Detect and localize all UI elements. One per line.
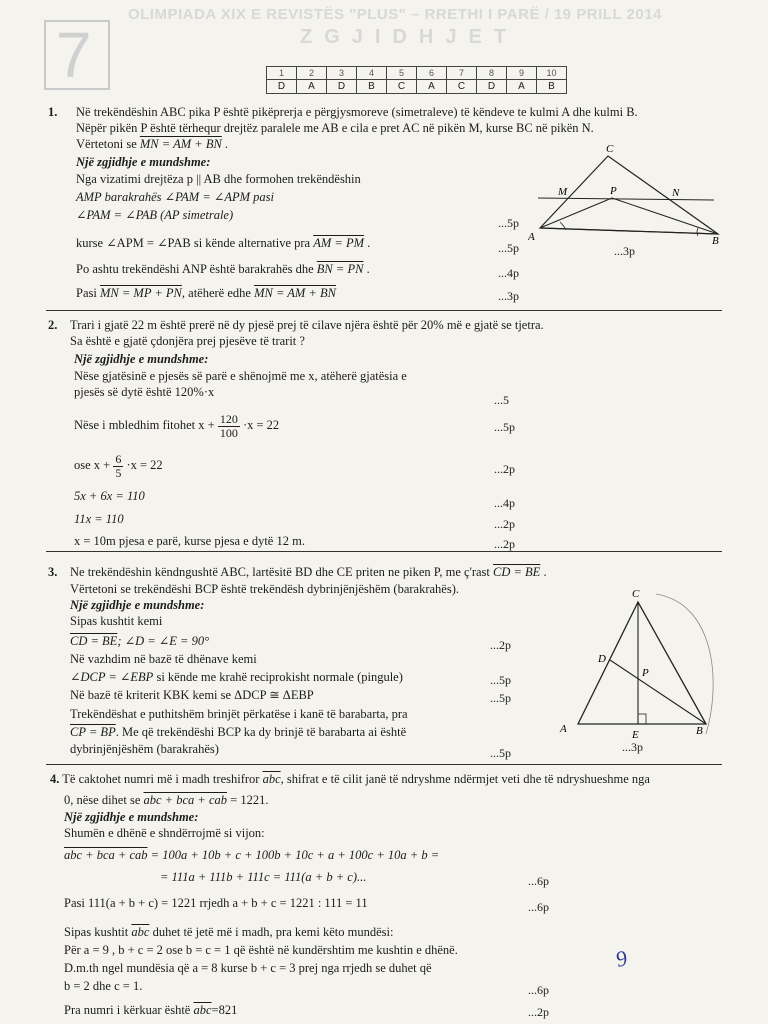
problem-4-step-4: Pasi 111(a + b + c) = 1221 rrjedh a + b + c = 1221 : 111 = 11 [64, 896, 368, 910]
problem-2-points-1: ...5 [494, 393, 509, 407]
triangle-figure-1 [528, 140, 738, 258]
problem-2-line-1: Trari i gjatë 22 m është prerë në dy pjesë prej të cilave njëra është për 20% më e gjatë se tjetra. [70, 318, 544, 332]
problem-3-line-2: Vërtetoni se trekëndëshi BCP është trekëndësh dybrinjënjëshëm (barakrahës). [70, 582, 459, 596]
problem-2-line-2: Sa është e gjatë çdonjëra prej pjesëve të trarit ? [70, 334, 305, 348]
problem-3-step-7: CP = BP. Me që trekëndëshi BCP ka dy brinjë të barabarta ai është [70, 725, 407, 739]
problem-1-line-3: Vërtetoni se MN = AM + BN . [76, 137, 229, 151]
problem-3-step-4: ∠DCP = ∠EBP si kënde me krahë reciprokisht normale (pingule) [70, 670, 403, 684]
problem-1-points-3: ...4p [498, 266, 519, 280]
answer-key-table [266, 66, 567, 94]
answer-key-answer: C [447, 80, 477, 94]
fig3-label-d: D [598, 653, 606, 665]
fig1-label-a: A [528, 231, 535, 243]
answer-key-answer: A [417, 80, 447, 94]
fig1-label-c: C [606, 143, 614, 155]
problem-4-step-8: b = 2 dhe c = 1. [64, 979, 143, 993]
answer-key-answer: D [267, 80, 297, 94]
answer-key-answer: C [387, 80, 417, 94]
problem-1-solution-heading: Një zgjidhje e mundshme: [76, 155, 211, 169]
problem-4-step-1: Shumën e dhënë e shndërrojmë si vijon: [64, 826, 265, 840]
problem-2-step-3: Nëse i mbledhim fitohet x + $\frac{120}{100}$ ·x = 22 [74, 411, 280, 440]
header-subtitle: ZGJIDHJET [300, 26, 519, 48]
problem-4-points-2: ...6p [528, 900, 549, 914]
fig1-label-m: M [558, 186, 568, 198]
answer-key-number: 10 [537, 67, 567, 80]
problem-1-step-5: Po ashtu trekëndëshi ANP është barakrahës dhe BN = PN . [76, 262, 370, 276]
answer-key-answer: D [477, 80, 507, 94]
answer-key-number: 6 [417, 67, 447, 80]
fig3-label-a: A [560, 723, 567, 735]
problem-3-figure-points: ...3p [622, 740, 643, 754]
answer-key-number: 3 [327, 67, 357, 80]
problem-3-step-3: Në vazhdim në bazë të dhënave kemi [70, 652, 257, 666]
problem-3-step-5: Në bazë të kriterit KBK kemi se ΔDCP ≅ ΔEBP [70, 688, 314, 702]
fig3-label-e: E [632, 729, 639, 741]
problem-2-step-5: 5x + 6x = 110 [74, 489, 145, 503]
problem-4-points-3: ...6p [528, 983, 549, 997]
problem-2-step-7: x = 10m pjesa e parë, kurse pjesa e dytë 12 m. [74, 534, 305, 548]
problem-3-points-1: ...2p [490, 638, 511, 652]
problem-2-points-6: ...2p [494, 537, 515, 551]
problem-4-step-7: D.m.th ngel mundësia që a = 8 kurse b + c = 3 prej nga rrjedh se duhet që [64, 961, 432, 975]
problem-2-step-2: pjesës së dytë është 120%·x [74, 385, 215, 399]
answer-key-answer: D [327, 80, 357, 94]
problem-4-solution-heading: Një zgjidhje e mundshme: [64, 810, 199, 824]
problem-4-step-6: Për a = 9 , b + c = 2 ose b = c = 1 që është në kundërshtim me kushtin e dhënë. [64, 943, 458, 957]
problem-1-figure-points: ...3p [614, 244, 635, 258]
problem-4-line-2: 0, nëse dihet se abc + bca + cab = 1221. [64, 793, 269, 807]
problem-3-step-6: Trekëndëshat e puthitshëm brinjët përkatëse i kanë të barabarta, pra [70, 707, 408, 721]
answer-key-number: 5 [387, 67, 417, 80]
problem-3-step-2: CD = BE; ∠D = ∠E = 90° [70, 634, 210, 648]
fig3-label-b: B [696, 725, 703, 737]
problem-1-points-2: ...5p [498, 241, 519, 255]
answer-key-number: 2 [297, 67, 327, 80]
answer-key-answer: B [357, 80, 387, 94]
answer-key-number: 4 [357, 67, 387, 80]
problem-1-line-2: Nëpër pikën P është tërhequr drejtëz paralele me AB e cila e pret AC në pikën M, kurse BC në pikën N. [76, 121, 594, 135]
problem-3-number: 3. [48, 565, 58, 579]
problem-3-step-8: dybrinjënjëshëm (barakrahës) [70, 742, 219, 756]
problem-3-points-4: ...5p [490, 746, 511, 760]
triangle-figure-3 [556, 584, 736, 754]
problem-4-line-1: 4. Të caktohet numri më i madh treshifror $\overline{abc}$, shifrat e të cilit janë të ndryshme ndërmjet veti dhe të ndryshueshme nga [50, 772, 650, 786]
problem-1-points-1: ...5p [498, 216, 519, 230]
problem-1-points-4: ...3p [498, 289, 519, 303]
problem-1-step-2: AMP barakrahës ∠PAM = ∠APM pasi [76, 190, 274, 204]
problem-2-step-6: 11x = 110 [74, 512, 124, 526]
answer-key-answer: A [297, 80, 327, 94]
problem-2-step-1: Nëse gjatësinë e pjesës së parë e shënojmë me x, atëherë gjatësia e [74, 369, 407, 383]
problem-3-step-1: Sipas kushtit kemi [70, 614, 163, 628]
problem-4-points-4: ...2p [528, 1005, 549, 1019]
answer-key-number: 7 [447, 67, 477, 80]
problem-4-step-9: Pra numri i kërkuar është $\overline{abc}=821$ [64, 1003, 238, 1017]
problem-3-points-2: ...5p [490, 673, 511, 687]
problem-2-step-4: ose x + $\frac{6}{5}$ ·x = 22 [74, 451, 163, 480]
problem-1-line-1: Në trekëndëshin ABC pika P është pikëprerja e përgjysmoreve (simetraleve) të këndeve te kulmi A dhe kulmi B. [76, 105, 638, 119]
grade-number: 7 [56, 19, 92, 91]
problem-4-step-5: Sipas kushtit $\overline{abc}$ duhet të jetë më i madh, pra kemi këto mundësi: [64, 925, 394, 939]
problem-3-line-1: Ne trekëndëshin këndngushtë ABC, lartësitë BD dhe CE priten ne piken P, me ç'rast CD = BE . [70, 565, 547, 579]
fig3-label-c: C [632, 588, 640, 600]
grade-box [44, 20, 110, 90]
fig1-label-b: B [712, 235, 719, 247]
problem-2-points-2: ...5p [494, 420, 515, 434]
fig1-label-p: P [610, 185, 617, 197]
answer-key-number: 9 [507, 67, 537, 80]
problem-4-step-3: = 111a + 111b + 111c = 111(a + b + c)... [160, 870, 367, 884]
problem-1-step-6: Pasi MN = MP + PN, atëherë edhe MN = AM + BN [76, 286, 336, 300]
problem-1-step-1: Nga vizatimi drejtëza p || AB dhe formohen trekëndëshin [76, 172, 361, 186]
problem-2-points-3: ...2p [494, 462, 515, 476]
answer-key-answer: A [507, 80, 537, 94]
header-title: OLIMPIADA XIX E REVISTËS "PLUS" – RRETHI I PARË / 19 PRILL 2014 [128, 6, 662, 23]
handwritten-score: 9 [612, 945, 630, 973]
divider-1 [46, 310, 722, 311]
problem-2-solution-heading: Një zgjidhje e mundshme: [74, 352, 209, 366]
problem-1-number: 1. [48, 105, 58, 119]
fig3-label-p: P [642, 667, 649, 679]
problem-2-points-5: ...2p [494, 517, 515, 531]
divider-3 [46, 764, 722, 765]
answer-key-number: 1 [267, 67, 297, 80]
problem-3-points-3: ...5p [490, 691, 511, 705]
problem-1-step-4: kurse ∠APM = ∠PAB si kënde alternative pra AM = PM . [76, 236, 371, 250]
divider-2 [46, 551, 722, 552]
fig1-label-n: N [672, 187, 680, 199]
problem-2-number: 2. [48, 318, 58, 332]
problem-2-points-4: ...4p [494, 496, 515, 510]
problem-3-solution-heading: Një zgjidhje e mundshme: [70, 598, 205, 612]
problem-4-step-2: abc + bca + cab = 100a + 10b + c + 100b + 10c + a + 100c + 10a + b = [64, 848, 440, 862]
answer-key-answer: B [537, 80, 567, 94]
problem-4-points-1: ...6p [528, 874, 549, 888]
answer-key-number: 8 [477, 67, 507, 80]
problem-1-step-3: ∠PAM = ∠PAB (AP simetrale) [76, 208, 234, 222]
